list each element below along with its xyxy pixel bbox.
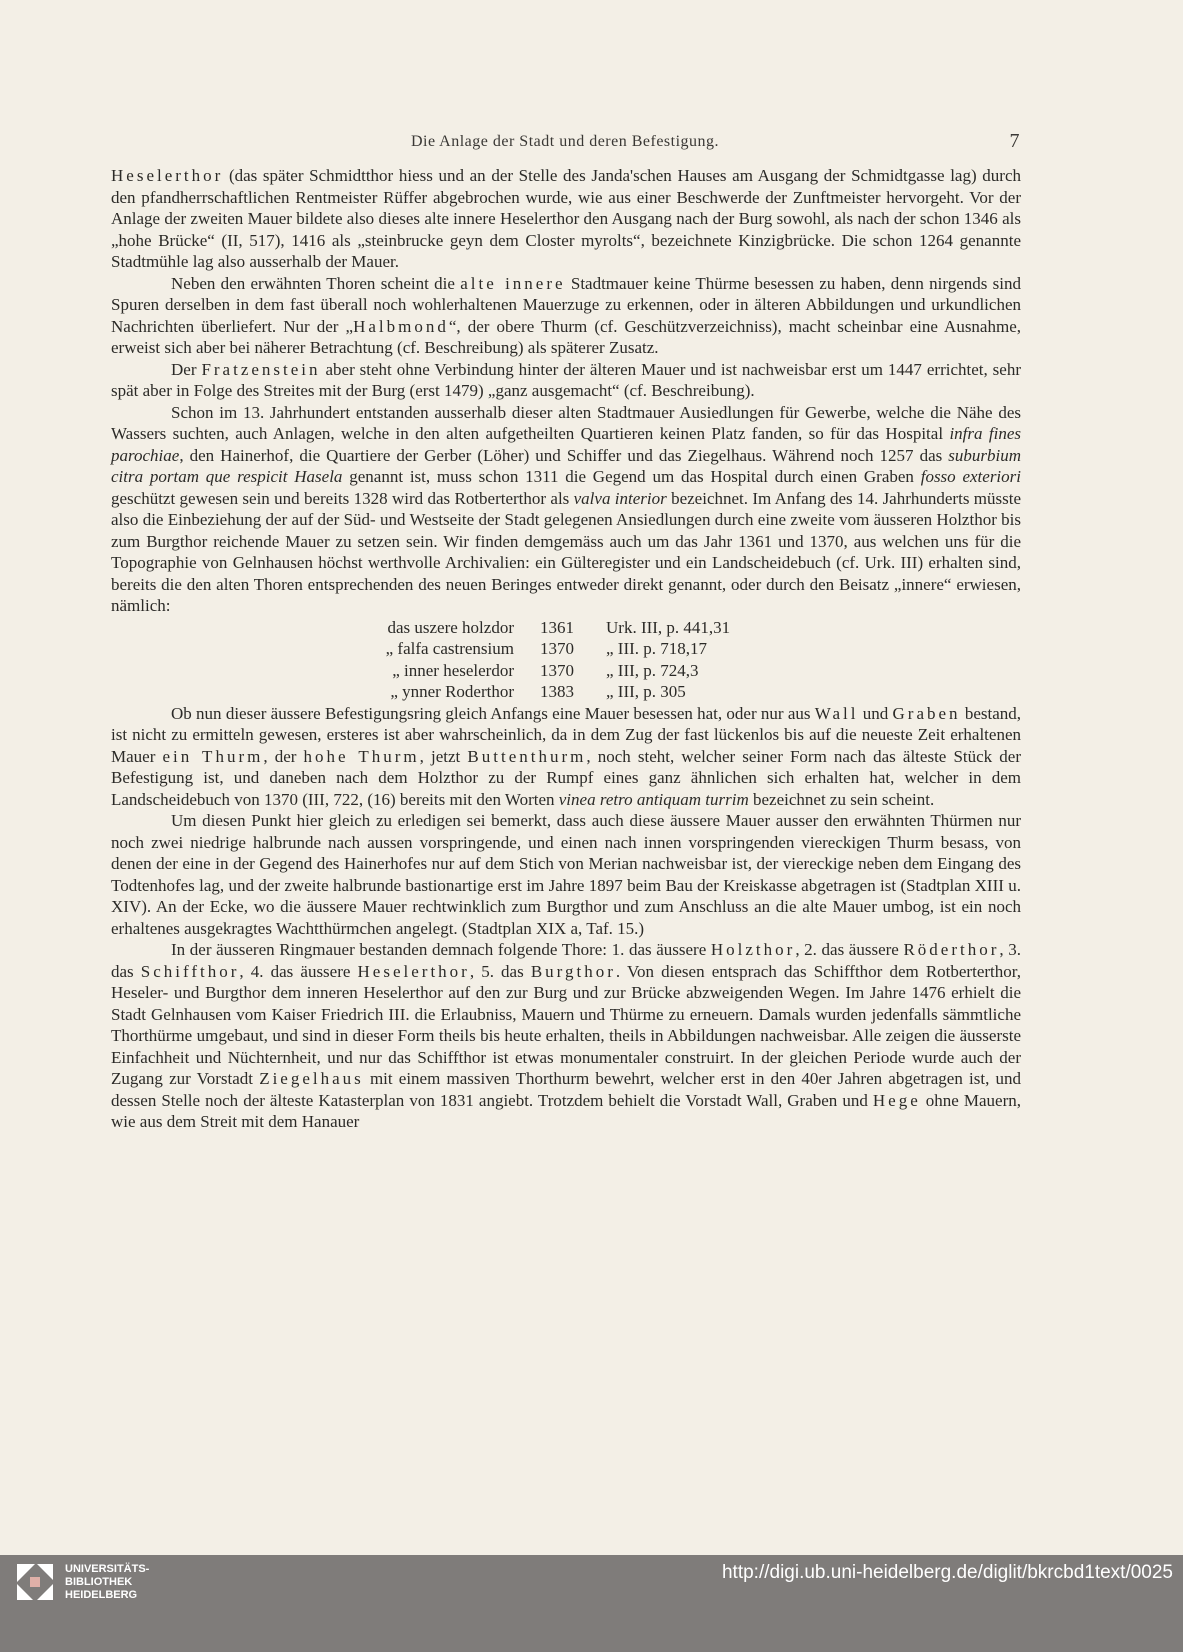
text-run: , jetzt bbox=[419, 746, 468, 766]
gate-year: 1370 bbox=[540, 660, 574, 680]
paragraph bbox=[111, 703, 1021, 811]
spaced-term: Heselerthor bbox=[357, 961, 470, 981]
gate-reference: „ III, p. 724,3 bbox=[606, 660, 699, 680]
latin-phrase: vinea retro antiquam turrim bbox=[558, 789, 749, 809]
paragraph bbox=[111, 402, 1021, 617]
latin-phrase: fosso exteriori bbox=[920, 467, 1021, 486]
text-run: Neben den erwähnten Thoren scheint die bbox=[171, 273, 461, 293]
text-run: Um diesen Punkt hier gleich zu erledigen sei bemerkt, dass auch diese äussere Mauer ausser den erwähnten Thürmen nur noch zwei niedrige halbrunde nach aussen vorspringende, und einen nach innen vorspringenden viereckigen Thurm besass, von denen der eine in der Gegend des Hainerhofes nur auf dem Stich von Merian nachweisbar ist, der viereckige neben dem Eingang des Todtenhofes lag, und der zweite halbrunde bastionartige erst im Jahre 1897 beim Bau der Kreiskasse abgetragen ist (Stadtplan XIII u. XIV). An der Ecke, wo die äussere Mauer rechtwinklich zum Burgthor und zum Anschluss an die alte Mauer umbog, ist ein noch erhaltenes ausgekragtes Wachtthürmchen angelegt. (Stadtplan XIX a, Taf. 15.) bbox=[111, 811, 1021, 938]
spaced-term: alte innere bbox=[460, 273, 566, 293]
gate-reference: Urk. III, p. 441,31 bbox=[606, 617, 731, 637]
institution-line: BIBLIOTHEK bbox=[65, 1576, 133, 1588]
spaced-term: Fratzenstein bbox=[201, 359, 321, 379]
source-url-link[interactable]: http://digi.ub.uni-heidelberg.de/diglit/bkrcbd1text/0025 bbox=[721, 1562, 1173, 1583]
running-header-title: Die Anlage der Stadt und deren Befestigung. bbox=[410, 133, 720, 150]
gate-name: das uszere holzdor bbox=[387, 617, 514, 637]
table-row bbox=[311, 660, 730, 682]
text-run: , den Hainerhof, die Quartiere der Gerber (Löher) und Schiffer und das Ziegelhaus. Während noch 1257 das bbox=[179, 445, 949, 465]
spaced-term: Hege bbox=[872, 1090, 921, 1110]
text-run: Der bbox=[171, 359, 202, 379]
spaced-term: hohe Thurm bbox=[303, 746, 420, 766]
spaced-term: Holzthor bbox=[710, 940, 796, 959]
spaced-term: Ziegelhaus bbox=[259, 1069, 364, 1088]
gate-year: 1361 bbox=[540, 617, 574, 637]
gate-name: „ ynner Roderthor bbox=[390, 682, 514, 701]
gate-name: „ falfa castrensium bbox=[385, 639, 514, 658]
body-text bbox=[111, 165, 1021, 1133]
text-run: genannt ist, muss schon 1311 die Gegend um das Hospital durch einen Graben bbox=[342, 467, 921, 486]
text-run: , 2. das äussere bbox=[795, 940, 904, 959]
gate-reference: „ III. p. 718,17 bbox=[606, 639, 708, 658]
latin-phrase: valva interior bbox=[573, 488, 667, 508]
gate-reference: „ III, p. 305 bbox=[606, 682, 686, 701]
spaced-term: Buttenthurm bbox=[467, 746, 587, 766]
text-run: bezeichnet. Im Anfang des 14. Jahrhunderts müsste also die Einbeziehung der auf der Süd- und Westseite der Stadt gelegenen Ansiedlungen durch eine zweite vom äusseren Holzthor bis zum Burgthor reichende Mauer zu setzen sein. Wir finden demgemäss auch um das Jahr 1361 und 1370, aus welchen uns für die Topographie von Gelnhausen höchst werthvolle Archivalien: ein Gülteregister und ein Landscheidebuch (cf. Urk. III) erhalten sind, bereits die den alten Thoren entsprechenden des neuen Beringes entweder direkt genannt, oder durch den Beisatz „innere“ erwiesen, nämlich: bbox=[111, 488, 1021, 615]
text-run: Schon im 13. Jahrhundert entstanden ausserhalb dieser alten Stadtmauer Ausiedlungen für Gewerbe, welche die Nähe des Wassers suchten, auch Anlagen, welche in den alten aufgetheilten Quartieren keinen Platz fanden, so für das Hospital bbox=[111, 402, 1021, 443]
text-run: Ob nun dieser äussere Befestigungsring gleich Anfangs eine Mauer besessen hat, oder nur aus bbox=[171, 703, 815, 723]
paragraph bbox=[111, 359, 1021, 402]
paragraph bbox=[111, 273, 1021, 359]
spaced-term: Schiffthor bbox=[140, 961, 240, 981]
text-run: geschützt gewesen sein und bereits 1328 wird das Rotberterthor als bbox=[111, 488, 574, 508]
institution-line: HEIDELBERG bbox=[65, 1589, 138, 1601]
text-run: , 5. das bbox=[469, 961, 531, 981]
spaced-term: ein Thurm bbox=[162, 746, 264, 766]
spaced-term: Graben bbox=[892, 703, 961, 723]
gate-year: 1370 bbox=[540, 639, 574, 658]
text-run: , 4. das äussere bbox=[239, 961, 358, 981]
text-run: bestand, ist nicht zu ermitteln gewesen, ersteres ist aber wahrscheinlich, da in dem Zug der fast lückenlos bis auf die neueste Zeit erhaltenen Mauer bbox=[111, 703, 1021, 766]
gate-year: 1383 bbox=[540, 682, 574, 701]
running-header bbox=[110, 130, 1020, 155]
table-row bbox=[311, 681, 730, 703]
text-run: , der bbox=[263, 746, 304, 766]
text-run: , noch steht, welcher seiner Form nach das älteste Stück der Befestigung ist, und daneben nach dem Holzthor zu der Rumpf eines ganz ähnlichen sich erhalten hat, welcher in dem Landscheidebuch von 1370 (III, 722, (16) bereits mit den Worten bbox=[111, 746, 1021, 809]
gate-list-table bbox=[311, 617, 730, 703]
text-run: (das später Schmidtthor hiess und an der Stelle des Janda'schen Hauses am Ausgang der Schmidtgasse lag) durch den pfandherrschaftlichen Rentmeister Rüffer abgebrochen wurde, wie aus einer Beschwerde der Zunftmeister hervorgeht. Vor der Anlage der zweiten Mauer bildete also dieses alte innere Heselerthor den Ausgang nach der Burg sowohl, als nach der schon 1346 als „hohe Brücke“ (II, 517), 1416 als „steinbrucke geyn dem Closter myrolts“, bezeichnete Kinzigbrücke. Die schon 1264 genannte Stadtmühle lag also ausserhalb der Mauer. bbox=[111, 166, 1021, 271]
text-run: mit einem massiven Thorthurm bewehrt, welcher erst in den 40er Jahren abgetragen ist, und dessen Stelle noch der älteste Katasterplan von 1831 angiebt. Trotzdem behielt die Vorstadt Wall, Graben und bbox=[111, 1069, 1021, 1110]
institution-name bbox=[65, 1563, 149, 1602]
gate-name: „ inner heselerdor bbox=[392, 660, 514, 680]
spaced-term: Halbmond bbox=[353, 316, 449, 336]
university-library-logo-icon bbox=[13, 1560, 57, 1604]
text-run: , 3. das bbox=[111, 940, 1021, 981]
paragraph bbox=[111, 939, 1021, 1133]
table-row bbox=[311, 638, 730, 660]
paragraph bbox=[111, 810, 1021, 939]
institution-line: UNIVERSITÄTS- bbox=[65, 1563, 150, 1575]
page-number: 7 bbox=[1009, 130, 1020, 152]
spaced-term: Burgthor bbox=[530, 961, 616, 981]
paragraph bbox=[111, 165, 1021, 273]
text-run: bezeichnet zu sein scheint. bbox=[748, 789, 935, 809]
latin-phrase: suburbium citra portam que respicit Hasela bbox=[111, 445, 1021, 486]
text-run: In der äusseren Ringmauer bestanden demnach folgende Thore: 1. das äussere bbox=[171, 940, 711, 959]
spaced-term: Heselerthor bbox=[111, 166, 224, 185]
text-run: aber steht ohne Verbindung hinter der älteren Mauer und ist nachweisbar erst um 1447 errichtet, sehr spät aber in Folge des Streites mit der Burg (erst 1479) „ganz ausgemacht“ (cf. Beschreibung). bbox=[111, 359, 1021, 400]
text-run: und bbox=[858, 703, 893, 723]
text-run: Stadtmauer keine Thürme besessen zu haben, denn nirgends sind Spuren derselben in dem fast überall noch wohlerhaltenen Mauerzuge zu erkennen, oder in älteren Abbildungen und urkundlichen Nachrichten überliefert. Nur der „ bbox=[111, 273, 1022, 336]
text-run: ohne Mauern, wie aus dem Streit mit dem Hanauer bbox=[111, 1090, 1021, 1131]
text-run: . Von diesen entsprach das Schiffthor dem Rotberterthor, Heseler- und Burgthor dem inneren Heselerthor auf den zur Burg und zur Brücke abzweigenden Wegen. Im Jahre 1476 erhielt die Stadt Gelnhausen vom Kaiser Friedrich III. die Erlaubniss, Mauern und Thürme zu erneuern. Damals wurden jedenfalls sämmtliche Thorthürme umgebaut, und sind in dieser Form theils bis heute erhalten, theils in Abbildungen nachweisbar. Alle zeigen die äusserste Einfachheit und Nüchternheit, und nur das Schiffthor ist etwas monumentaler construirt. In der gleichen Periode wurde auch der Zugang zur Vorstadt bbox=[111, 961, 1021, 1088]
table-row bbox=[311, 617, 730, 639]
spaced-term: Wall bbox=[814, 703, 859, 723]
text-run: “, der obere Thurm (cf. Geschützverzeichniss), macht scheinbar eine Ausnahme, erweist sich aber bei näherer Betrachtung (cf. Beschreibung) als späterer Zusatz. bbox=[111, 316, 1021, 357]
spaced-term: Röderthor bbox=[903, 940, 1000, 959]
latin-phrase: infra fines parochiae bbox=[111, 424, 1021, 465]
